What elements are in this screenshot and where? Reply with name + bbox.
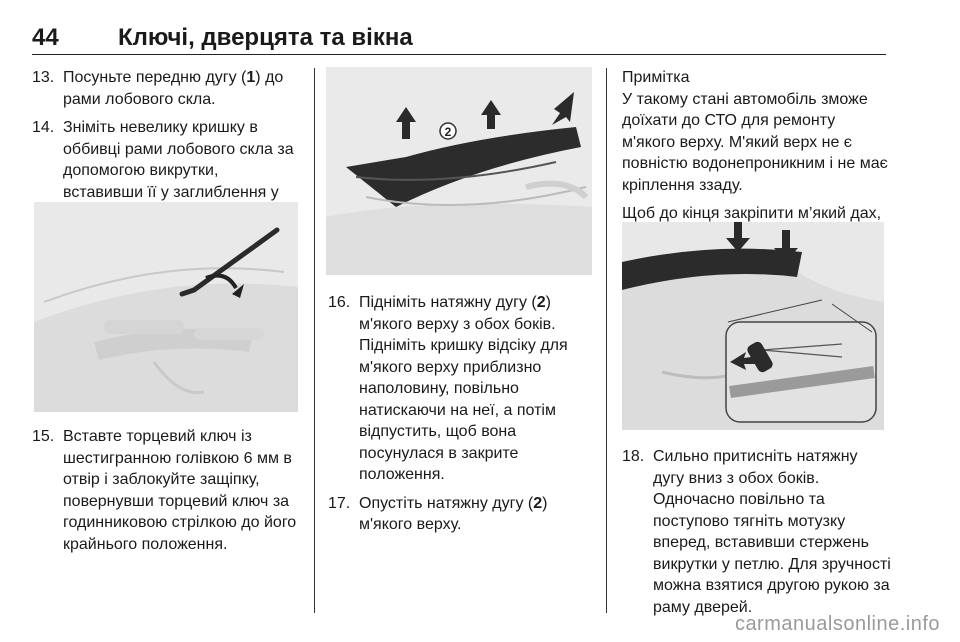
step-number: 14. — [32, 119, 55, 136]
intro-text: Щоб до кінця закріпити м’який дах, — [622, 205, 882, 222]
figure-tension-bow — [622, 222, 884, 430]
step-ref-bold: 2 — [533, 494, 543, 512]
step-ref-bold: 1 — [246, 69, 256, 86]
watermark: carmanualsonline.info — [734, 613, 940, 635]
step-17 — [328, 493, 596, 536]
step-ref-bold: 2 — [536, 294, 546, 311]
step-number: 18. — [622, 448, 645, 465]
note-title: Примітка — [622, 69, 690, 86]
column-2 — [328, 292, 596, 543]
step-number: 16. — [328, 294, 351, 311]
page-number: 44 — [32, 24, 59, 51]
step-number: 17. — [328, 494, 351, 512]
figure-headliner-wrench — [34, 202, 298, 412]
step-text: Сильно притисніть натяжну дугу вниз з обох боків. Одночасно повільно та поступово тягніть мотузку вперед, вставивши стержень викрутки у петлю. Для зручності можна взятися другою рукою за раму дверей. — [653, 448, 891, 616]
column-divider-left — [314, 68, 315, 613]
step-text: Вставте торцевий ключ із шестигранною голівкою 6 мм в отвір і заблокуйте защіпку, повернувши торцевий ключ за годинниковою стрілкою до його крайнього положення. — [63, 428, 297, 553]
step-number: 15. — [32, 428, 55, 445]
column-1-bottom — [32, 426, 300, 562]
step-15 — [32, 426, 300, 555]
step-text: Зніміть невелику кришку в оббивці рами лобового скла за допомогою викрутки, вставивши її у заглиблення у — [63, 119, 294, 201]
step-16 — [328, 292, 596, 486]
step-text: Опустіть натяжну дугу ( — [359, 494, 534, 512]
step-13 — [32, 67, 300, 110]
note-text: У такому стані автомобіль зможе доїхати до СТО для ремонту м'якого верху. М'який верх не є повністю водонепроникним і не має кріплення ззаду. — [622, 90, 888, 194]
callout-label: 2 — [444, 125, 452, 139]
page-header — [32, 20, 886, 55]
column-3-bottom — [622, 446, 892, 625]
step-number: 13. — [32, 69, 55, 86]
step-18 — [622, 446, 892, 618]
step-text: Посуньте передню дугу ( — [63, 69, 247, 86]
step-text: ) м'якого верху. — [359, 494, 548, 533]
column-divider-right — [606, 68, 607, 613]
step-text: ) м'якого верху з обох боків. Підніміть кришку відсіку для м'якого верху приблизно наполовину, повільно натискаючи на неї, а потім відпустить, щоб вона посунулася в закрите положення. — [359, 294, 568, 483]
step-text: Підніміть натяжну дугу ( — [359, 294, 537, 311]
step-text: ) до рами лобового скла. — [63, 69, 284, 108]
page-title: Ключі, дверцята та вікна — [118, 24, 413, 51]
note-box — [622, 67, 892, 196]
figure-soft-top-lift — [326, 67, 592, 275]
